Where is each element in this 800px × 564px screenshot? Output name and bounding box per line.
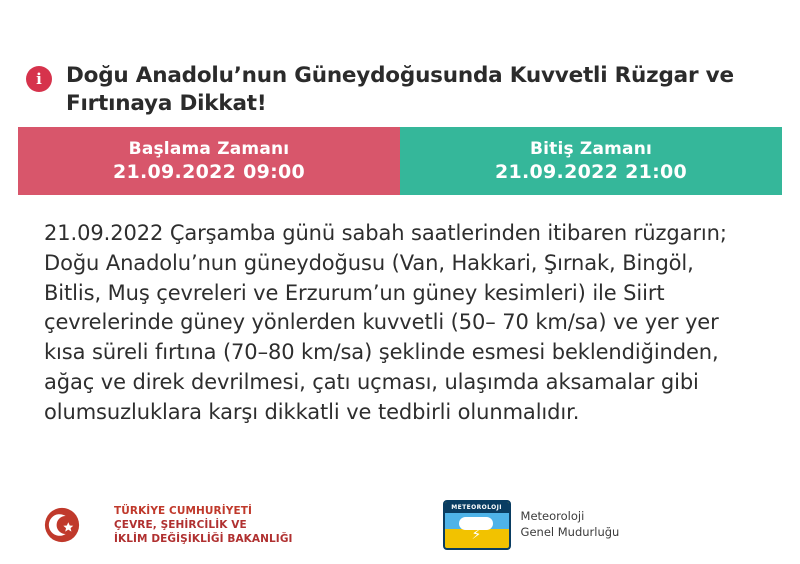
alert-body-text: 21.09.2022 Çarşamba günü sabah saatlerinden itibaren rüzgarın; Doğu Anadolu’nun güneydoğusu (Van, Hakkari, Şırnak, Bingöl, Bitlis, Muş çevreleri ve Erzurum’un güney kesimleri) ile Siirt çevrelerinde güney yönlerden kuvvetli (50– 70 km/sa) ve yer yer kısa süreli fırtına (70–80 km/sa) şeklinde esmesi beklendiğinden, ağaç ve direk devrilmesi, çatı uçması, ulaşımda aksamalar gibi olumsuzluklara karşı dikkatli ve tedbirli olunmalıdır. — [44, 221, 727, 424]
mgm-name — [521, 509, 620, 540]
alert-footer — [18, 500, 782, 550]
lightning-bolt-icon: ⚡ — [471, 527, 482, 543]
alert-time-bar — [18, 127, 782, 195]
start-time-block — [18, 127, 400, 195]
ministry-line-3: İKLİM DEĞİŞİKLİĞİ BAKANLIĞI — [114, 533, 293, 546]
alert-header — [18, 44, 782, 127]
start-time-label: Başlama Zamanı — [128, 139, 290, 160]
meteoroloji-logo-icon — [443, 500, 511, 550]
end-time-label: Bitiş Zamanı — [529, 139, 653, 160]
information-icon: i — [26, 66, 52, 92]
end-time-value: 21.09.2022 21:00 — [494, 161, 688, 184]
end-time-block — [400, 127, 782, 195]
mgm-line-2: Genel Mudurluğu — [520, 525, 620, 539]
ministry-line-1: TÜRKİYE CUMHURİYETİ — [114, 504, 252, 517]
mgm-logo-band: METEOROLOJI — [445, 502, 509, 513]
ministry-line-2: ÇEVRE, ŞEHİRCİLİK VE — [114, 518, 247, 531]
ministry-name — [114, 504, 293, 547]
mgm-block — [443, 500, 620, 550]
alert-title: Doğu Anadolu’nun Güneydoğusunda Kuvvetli Rüzgar ve Fırtınaya Dikkat! — [66, 63, 734, 116]
mgm-line-1: Meteoroloji — [520, 509, 585, 524]
start-time-value: 21.09.2022 09:00 — [112, 161, 306, 184]
weather-alert-card — [18, 44, 782, 556]
turkish-state-emblem-icon — [44, 503, 104, 547]
ministry-block — [44, 503, 293, 547]
